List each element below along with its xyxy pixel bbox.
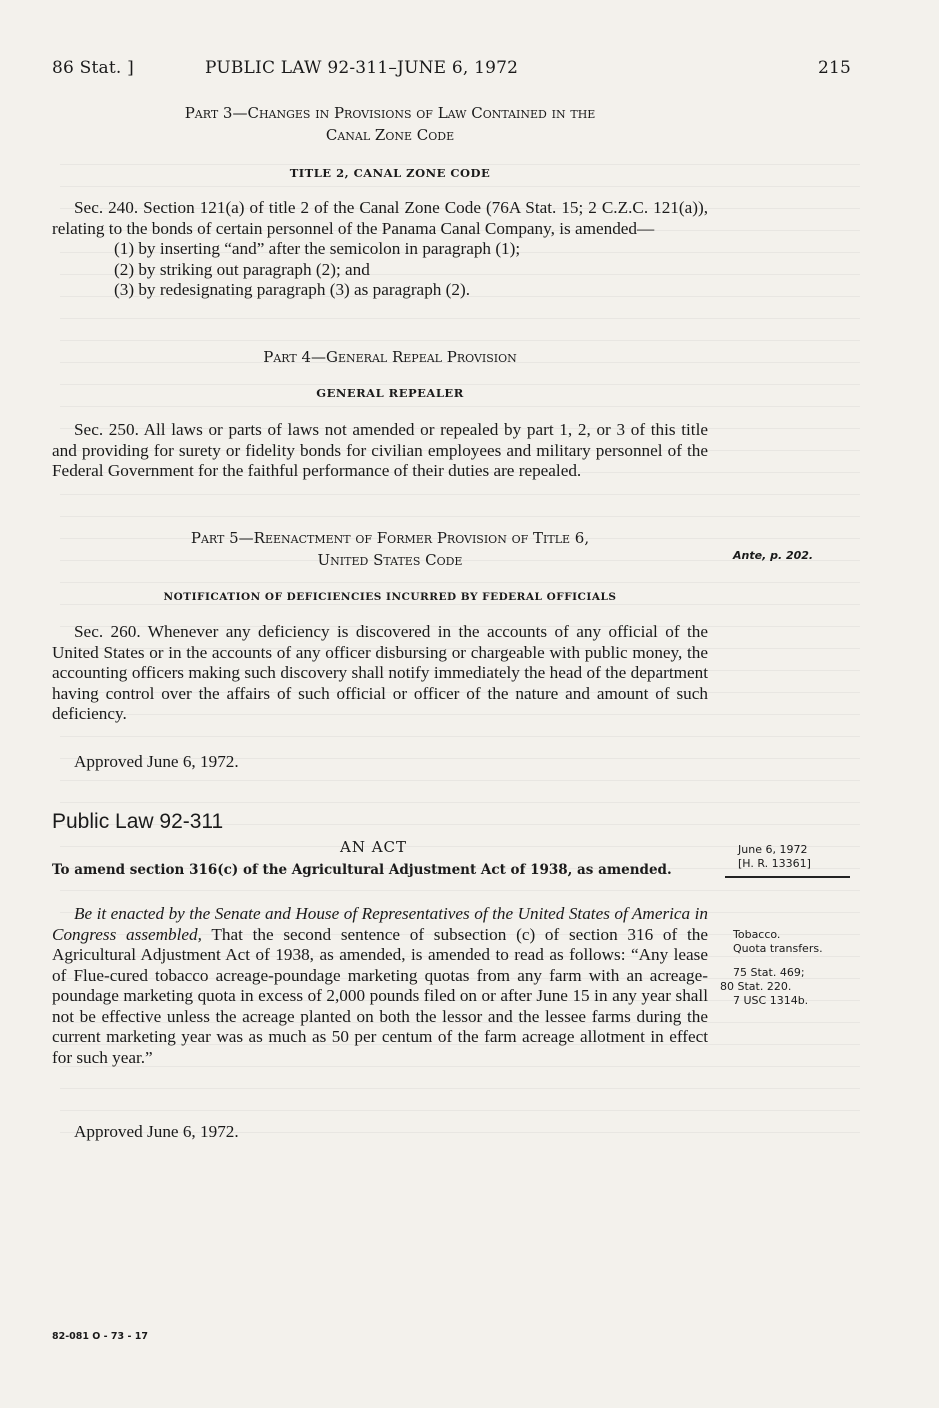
part4-subheading: GENERAL REPEALER bbox=[316, 386, 464, 400]
enacting-paragraph bbox=[52, 904, 708, 1068]
margin-date: June 6, 1972 bbox=[738, 843, 808, 856]
part3-title-line1: Part 3—Changes in Provisions of Law Contained in the bbox=[184, 104, 596, 122]
sec240-item-2: (2) by striking out paragraph (2); and bbox=[114, 259, 370, 279]
public-law-heading: Public Law 92-311 bbox=[52, 810, 224, 833]
sec240-item-3: (3) by redesignating paragraph (3) as paragraph (2). bbox=[114, 280, 471, 299]
purpose-rule bbox=[725, 876, 850, 878]
margin-bill: [H. R. 13361] bbox=[738, 857, 811, 870]
sec250-text: Sec. 250. All laws or parts of laws not amended or repealed by part 1, 2, or 3 of this title and providing for surety or fidelity bonds for civilian employees and military personnel of the Federal Government for the faithful performance of their duties are repealed. bbox=[52, 420, 708, 480]
part3-subheading: TITLE 2, CANAL ZONE CODE bbox=[289, 166, 491, 180]
part5-title-line1: Part 5—Reenactment of Former Provision of Title 6, bbox=[190, 529, 590, 547]
part5-subheading: NOTIFICATION OF DEFICIENCIES INCURRED BY FEDERAL OFFICIALS bbox=[163, 591, 617, 603]
margin-topic-2: Quota transfers. bbox=[733, 942, 823, 955]
act-body: That the second sentence of subsection (c) of section 316 of the Agricultural Adjustment Act of 1938, as amended, is amended to read as follows: “Any lease of Flue-cured tobacco acreage-poundage marketing quotas from any farm with an acreage-poundage marketing quota in excess of 2,000 pounds filed on or after June 15 in any year shall not be effective unless the acreage planted on both the lessor and the lessee farms during the current marketing year was as much as 50 per centum of the farm acreage allotment in effect for such year.” bbox=[52, 924, 708, 1067]
enacting-block bbox=[52, 904, 708, 1068]
part5-title-line2: United States Code bbox=[317, 551, 463, 569]
sec240-item-1: (1) by inserting “and” after the semicolon in paragraph (1); bbox=[114, 239, 521, 258]
act-label: AN ACT bbox=[340, 838, 408, 856]
header-stat-ref: 86 Stat. ] bbox=[52, 58, 134, 78]
approved-date-1: Approved June 6, 1972. bbox=[74, 752, 239, 771]
sec260-text: Sec. 260. Whenever any deficiency is discovered in the accounts of any official of the United States or in the accounts of any officer disbursing or chargeable with public money, the accounting officers making such discovery shall notify immediately the head of the department having control over the affairs of such official or officer of the nature and amount of such deficiency. bbox=[52, 622, 708, 723]
page-number: 215 bbox=[818, 58, 852, 78]
print-code: 82-081 O - 73 - 17 bbox=[52, 1331, 148, 1342]
margin-topic-1: Tobacco. bbox=[733, 928, 781, 941]
header-title: PUBLIC LAW 92-311–JUNE 6, 1972 bbox=[205, 58, 519, 78]
margin-cite-3: 7 USC 1314b. bbox=[733, 994, 809, 1007]
margin-cite-1: 75 Stat. 469; bbox=[733, 966, 805, 979]
sec250-block bbox=[52, 420, 708, 482]
margin-cite-2: 80 Stat. 220. bbox=[720, 980, 792, 993]
enacting-clause: Be it enacted by the Senate and House of Representatives of the United States of America in Congress assembled, bbox=[52, 904, 708, 944]
sec240-block bbox=[52, 198, 708, 301]
sec240-intro: Sec. 240. Section 121(a) of title 2 of the Canal Zone Code (76A Stat. 15; 2 C.Z.C. 121(a)), relating to the bonds of certain personnel of the Panama Canal Company, is amended— bbox=[52, 198, 708, 238]
part5-margin-ref: Ante, p. 202. bbox=[733, 549, 814, 562]
part4-title: Part 4—General Repeal Provision bbox=[263, 348, 517, 366]
sec260-block bbox=[52, 622, 708, 725]
approved-date-2: Approved June 6, 1972. bbox=[74, 1122, 239, 1141]
act-purpose: To amend section 316(c) of the Agricultural Adjustment Act of 1938, as amended. bbox=[52, 862, 672, 878]
part3-title-line2: Canal Zone Code bbox=[325, 126, 455, 144]
